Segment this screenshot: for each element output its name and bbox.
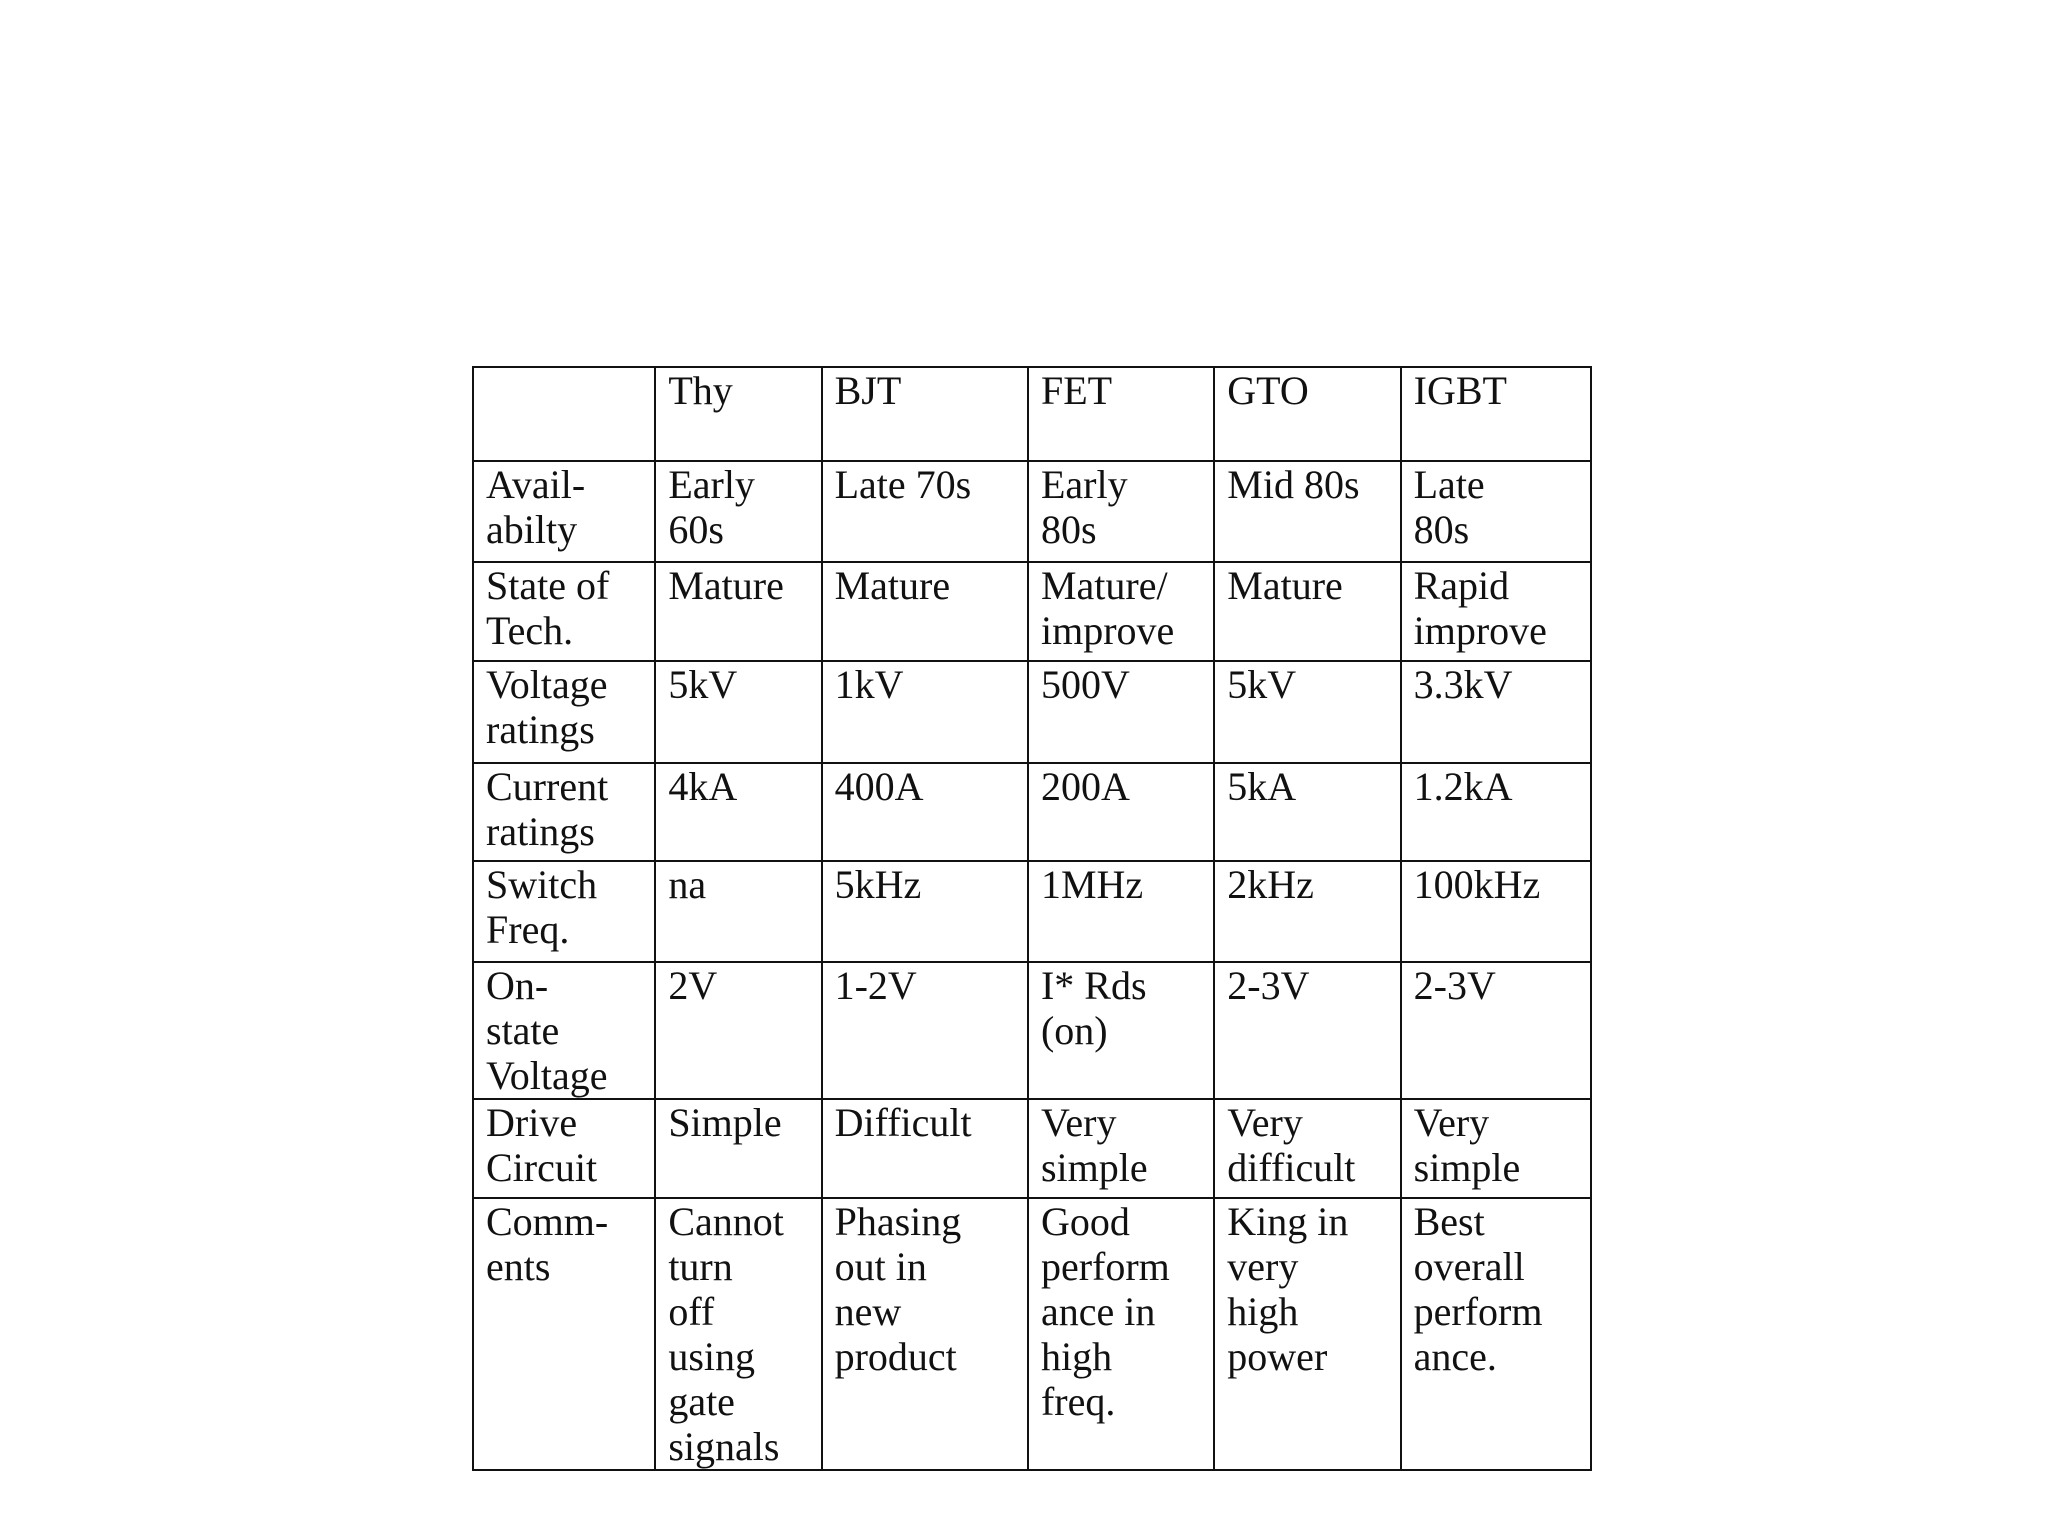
cell-switch-bjt: 5kHz — [822, 861, 1028, 962]
cell-drive-igbt: Very simple — [1401, 1099, 1591, 1198]
header-igbt: IGBT — [1401, 367, 1591, 461]
cell-switch-igbt: 100kHz — [1401, 861, 1591, 962]
cell-current-igbt: 1.2kA — [1401, 763, 1591, 861]
table-row-current-ratings — [473, 763, 1591, 861]
cell-comments-fet: Good perform ance in high freq. — [1028, 1198, 1214, 1470]
table-row-drive-circuit — [473, 1099, 1591, 1198]
cell-comments-bjt: Phasing out in new product — [822, 1198, 1028, 1470]
cell-comments-thy: Cannot turn off using gate signals — [655, 1198, 821, 1470]
cell-voltage-igbt: 3.3kV — [1401, 661, 1591, 763]
header-corner-cell — [473, 367, 655, 461]
row-label-comments: Comm- ents — [473, 1198, 655, 1470]
cell-onstate-fet: I* Rds (on) — [1028, 962, 1214, 1099]
cell-voltage-fet: 500V — [1028, 661, 1214, 763]
cell-switch-fet: 1MHz — [1028, 861, 1214, 962]
row-label-drive-circuit: Drive Circuit — [473, 1099, 655, 1198]
header-thy: Thy — [655, 367, 821, 461]
cell-availability-gto: Mid 80s — [1214, 461, 1400, 562]
table-row-on-state-voltage — [473, 962, 1591, 1099]
cell-voltage-bjt: 1kV — [822, 661, 1028, 763]
row-label-voltage-ratings: Voltage ratings — [473, 661, 655, 763]
row-label-on-state-voltage: On- state Voltage — [473, 962, 655, 1099]
table-row-switch-freq — [473, 861, 1591, 962]
table-row-state-of-tech — [473, 562, 1591, 661]
cell-state-igbt: Rapid improve — [1401, 562, 1591, 661]
table-row-comments — [473, 1198, 1591, 1470]
cell-state-gto: Mature — [1214, 562, 1400, 661]
cell-availability-bjt: Late 70s — [822, 461, 1028, 562]
cell-voltage-thy: 5kV — [655, 661, 821, 763]
cell-voltage-gto: 5kV — [1214, 661, 1400, 763]
row-label-current-ratings: Current ratings — [473, 763, 655, 861]
row-label-switch-freq: Switch Freq. — [473, 861, 655, 962]
cell-availability-fet: Early 80s — [1028, 461, 1214, 562]
cell-onstate-gto: 2-3V — [1214, 962, 1400, 1099]
cell-onstate-igbt: 2-3V — [1401, 962, 1591, 1099]
cell-switch-thy: na — [655, 861, 821, 962]
cell-drive-gto: Very difficult — [1214, 1099, 1400, 1198]
cell-state-thy: Mature — [655, 562, 821, 661]
cell-current-gto: 5kA — [1214, 763, 1400, 861]
cell-switch-gto: 2kHz — [1214, 861, 1400, 962]
header-bjt: BJT — [822, 367, 1028, 461]
cell-availability-igbt: Late 80s — [1401, 461, 1591, 562]
table-header-row — [473, 367, 1591, 461]
cell-current-bjt: 400A — [822, 763, 1028, 861]
cell-state-fet: Mature/ improve — [1028, 562, 1214, 661]
cell-drive-bjt: Difficult — [822, 1099, 1028, 1198]
cell-comments-igbt: Best overall perform ance. — [1401, 1198, 1591, 1470]
cell-current-fet: 200A — [1028, 763, 1214, 861]
table-row-availability — [473, 461, 1591, 562]
cell-availability-thy: Early 60s — [655, 461, 821, 562]
row-label-availability: Avail- abilty — [473, 461, 655, 562]
header-gto: GTO — [1214, 367, 1400, 461]
table-row-voltage-ratings — [473, 661, 1591, 763]
cell-drive-fet: Very simple — [1028, 1099, 1214, 1198]
row-label-state-of-tech: State of Tech. — [473, 562, 655, 661]
cell-state-bjt: Mature — [822, 562, 1028, 661]
cell-onstate-thy: 2V — [655, 962, 821, 1099]
cell-drive-thy: Simple — [655, 1099, 821, 1198]
cell-current-thy: 4kA — [655, 763, 821, 861]
header-fet: FET — [1028, 367, 1214, 461]
cell-comments-gto: King in very high power — [1214, 1198, 1400, 1470]
device-comparison-table — [472, 366, 1592, 1471]
cell-onstate-bjt: 1-2V — [822, 962, 1028, 1099]
